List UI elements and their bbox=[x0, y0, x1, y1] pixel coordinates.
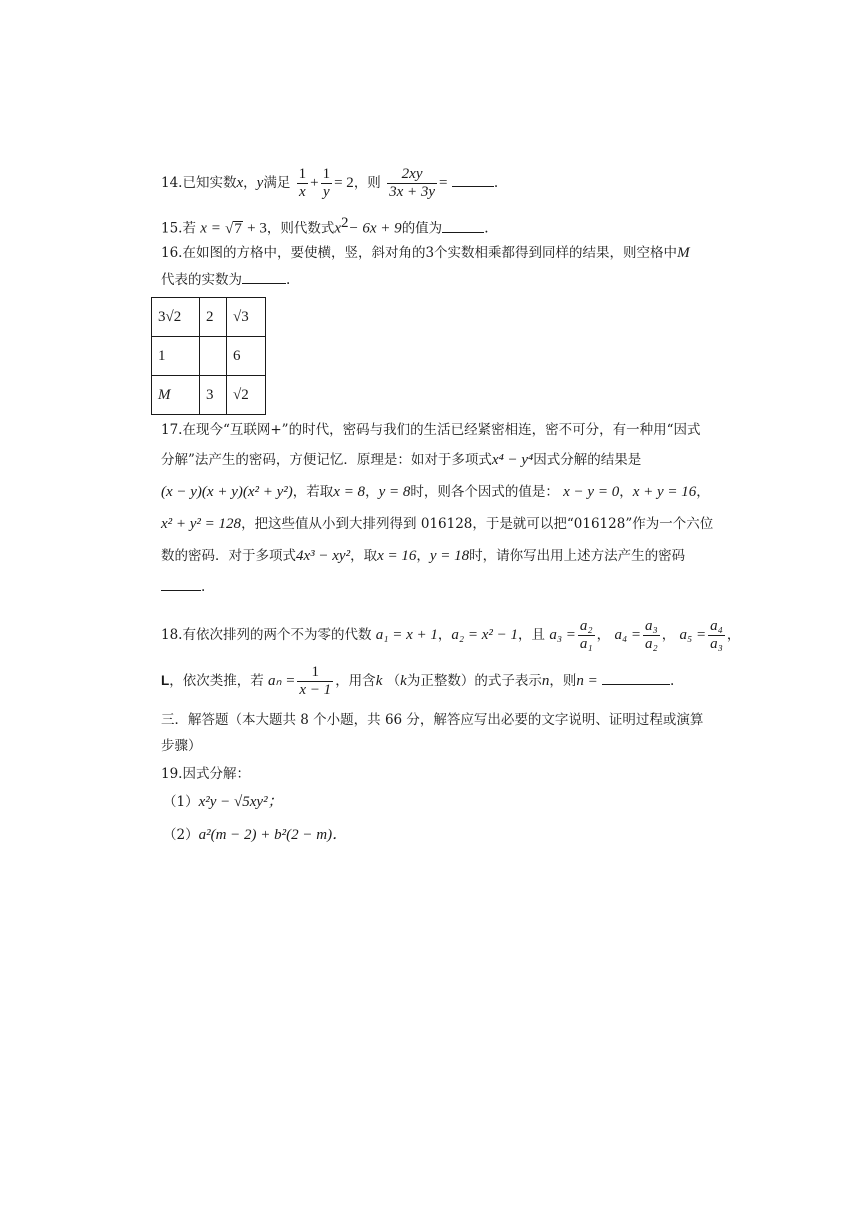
q17-line2b: 因式分解的结果是 bbox=[533, 452, 642, 468]
q14-end: . bbox=[493, 175, 499, 191]
question-16-line-1 bbox=[161, 243, 690, 263]
q17-line3-x: x = 8 bbox=[333, 484, 366, 500]
grid-cell: 1 bbox=[152, 337, 200, 376]
q17-line3-v2: x + y = 16 bbox=[632, 484, 697, 500]
q18-a5-fraction: $\frac{\text{a₄}}{\text{a₃}}$ bbox=[710, 618, 723, 652]
grid-cell: 2 bbox=[200, 298, 227, 337]
q14-answer-blank[interactable] bbox=[452, 172, 494, 187]
q16-end: . bbox=[286, 272, 291, 288]
section-3-heading-line-1 bbox=[161, 710, 703, 730]
q14-eq: = bbox=[439, 175, 448, 191]
grid-cell: 3 bbox=[200, 376, 227, 415]
section-3-line1: 三．解答题（本大题共 8 个小题，共 66 分，解答应写出必要的文字说明、证明过程或演算 bbox=[161, 712, 704, 728]
question-18-line-1: 18.有依次排列的两个不为零的代数 a₁ = x + 1，a₂ = x² − 1，且 a₃ = $\frac{\text{a₂}}{\text{a₁}}$ ， a₄ = $\frac{\text{a₃}}{\text{a₂}}$ ， a₅ = $\frac{\text{a₄}}{\text{a₃}}$ ， bbox=[161, 618, 741, 652]
q18-a1: a₁ = x + 1 bbox=[375, 627, 438, 643]
q18-an-fraction: $\frac{1}{x - 1}$ bbox=[299, 664, 332, 698]
grid-cell: 3√2 bbox=[152, 298, 200, 337]
q15-expr-exp: 2 bbox=[341, 215, 349, 231]
q18-line2b: ，用含 bbox=[335, 673, 376, 689]
question-18-line-2 bbox=[161, 664, 674, 699]
q17-end: . bbox=[201, 579, 206, 595]
grid-row bbox=[152, 337, 266, 376]
q14-var-x: x bbox=[236, 175, 244, 191]
grid-row bbox=[152, 298, 266, 337]
q18-a3-lhs: a₃ = bbox=[549, 627, 576, 643]
question-16-line-2 bbox=[161, 269, 290, 290]
q17-line3-y: y = 8 bbox=[378, 484, 411, 500]
q18-k: k bbox=[375, 673, 383, 689]
q18-answer-blank[interactable] bbox=[602, 670, 670, 685]
q17-line3-v1: x − y = 0 bbox=[563, 484, 620, 500]
q19-p1-expr: x²y − √5xy²； bbox=[198, 794, 283, 810]
q18-a2: a₂ = x² − 1 bbox=[451, 627, 519, 643]
q18-a4-lhs: a₄ = bbox=[614, 627, 642, 643]
q15-x-eq: x = bbox=[200, 220, 221, 237]
q15-prefix: 15.若 bbox=[161, 220, 196, 237]
q17-line3-math: (x − y)(x + y)(x² + y²) bbox=[161, 484, 293, 500]
q14-plus: + bbox=[310, 175, 319, 191]
q18-end: . bbox=[670, 673, 675, 689]
q19-p2-label: （2） bbox=[163, 827, 199, 843]
grid-cell: √3 bbox=[227, 298, 266, 337]
q17-line2a: 分解”法产生的密码，方便记忆．原理是：如对于多项式 bbox=[161, 452, 492, 468]
magic-square-grid bbox=[151, 297, 266, 415]
q16-line1: 16.在如图的方格中，要使横，竖，斜对角的3个实数相乘都得到同样的结果，则空格中 bbox=[161, 245, 678, 261]
grid-cell-M: M bbox=[152, 376, 200, 415]
q17-line3-sep: ， bbox=[365, 484, 379, 500]
section-3-heading-line-2 bbox=[161, 736, 202, 756]
q17-line3a: ，若取 bbox=[292, 484, 334, 500]
q18-n-eq: n = bbox=[576, 673, 598, 689]
q18-k-2: k bbox=[400, 673, 407, 689]
q16-M: M bbox=[677, 245, 690, 261]
section-3-line2: 步骤） bbox=[161, 738, 202, 754]
q15-sqrt-arg: 7 bbox=[234, 220, 242, 237]
q16-line2: 代表的实数为 bbox=[161, 272, 242, 288]
q17-line5-math: 4x³ − xy² bbox=[296, 548, 351, 564]
q19-title: 19.因式分解： bbox=[161, 766, 250, 782]
question-17-line-6 bbox=[161, 576, 205, 597]
question-14 bbox=[161, 166, 498, 201]
q18-and: ，且 bbox=[518, 627, 546, 643]
q18-line2d: 为正整数）的式子表示 bbox=[406, 673, 542, 689]
question-19-title bbox=[161, 764, 250, 784]
q18-line2a: ，依次类推，若 bbox=[169, 673, 264, 689]
grid-cell: √2 bbox=[227, 376, 266, 415]
q18-ellipsis: L bbox=[161, 673, 170, 688]
q18-a3-fraction: $\frac{\text{a₂}}{\text{a₁}}$ bbox=[579, 618, 593, 652]
q15-expr-x: x bbox=[334, 220, 342, 237]
q15-answer-blank[interactable] bbox=[442, 218, 484, 233]
q18-an-lhs: aₙ = bbox=[268, 673, 296, 689]
q14-fraction-1: $\frac{1}{x}$ bbox=[298, 166, 307, 200]
q17-line4-math: x² + y² = 128 bbox=[161, 516, 242, 532]
q18-a4-fraction: $\frac{\text{a₃}}{\text{a₂}}$ bbox=[645, 618, 658, 652]
q15-suffix: 的值为 bbox=[401, 220, 443, 237]
q17-line3b: 时，则各个因式的值是： bbox=[410, 484, 559, 500]
question-17-line-5: 数的密码．对于多项式4x³ − xy²，取x = 16，y = 18时，请你写出用上述方法产生的密码 bbox=[161, 548, 686, 564]
q14-satisfy: 满足 bbox=[263, 175, 291, 191]
q17-line4a: ，把这些值从小到大排列得到 016128，于是就可以把“016128”作为一个六位 bbox=[241, 516, 714, 532]
q17-line5b: ，取 bbox=[350, 548, 378, 564]
question-17-line-2 bbox=[161, 450, 641, 470]
q19-p2-expr: a²(m − 2) + b²(2 − m)． bbox=[198, 827, 348, 843]
q14-fraction-2: $\frac{1}{y}$ bbox=[322, 166, 331, 200]
grid-cell: 6 bbox=[227, 337, 266, 376]
q14-var-y: y bbox=[256, 175, 264, 191]
q17-line5a: 数的密码．对于多项式 bbox=[161, 548, 296, 564]
q15-plus3: + 3 bbox=[247, 220, 267, 237]
q15-mid: ，则代数式 bbox=[266, 220, 335, 237]
q18-a5-lhs: a₅ = bbox=[679, 627, 707, 643]
q19-p1-label: （1） bbox=[163, 794, 199, 810]
q17-line5-x: x = 16 bbox=[377, 548, 417, 564]
grid-row bbox=[152, 376, 266, 415]
q18-line2e: ，则 bbox=[549, 673, 577, 689]
q17-line5c: 时，请你写出用上述方法产生的密码 bbox=[469, 548, 686, 564]
q18-line2c: （ bbox=[386, 673, 401, 689]
question-17-line-1 bbox=[161, 420, 701, 440]
q17-answer-blank[interactable] bbox=[161, 576, 201, 591]
q14-eq-two: = 2 bbox=[334, 175, 354, 191]
q15-expr-rest: − 6x + 9 bbox=[348, 220, 402, 237]
q17-line1: 17.在现今“互联网+”的时代，密码与我们的生活已经紧密相连，密不可分，有一种用“因式 bbox=[161, 422, 701, 438]
q15-end: . bbox=[484, 220, 489, 237]
question-19-part-1 bbox=[163, 792, 283, 812]
q18-n: n bbox=[541, 673, 550, 689]
q18-prefix: 18.有依次排列的两个不为零的代数 bbox=[161, 627, 372, 643]
q14-sep: ， bbox=[243, 175, 257, 191]
q14-then: ，则 bbox=[353, 175, 381, 191]
q14-prefix: 14.已知实数 bbox=[161, 175, 237, 191]
question-19-part-2 bbox=[163, 825, 347, 845]
q14-fraction-3: $\frac{2xy}{3x + 3y}$ bbox=[389, 166, 436, 200]
q17-line5-y: y = 18 bbox=[429, 548, 470, 564]
q16-answer-blank[interactable] bbox=[242, 269, 286, 284]
question-17-line-3: (x − y)(x + y)(x² + y²)，若取x = 8，y = 8时，则各个因式的值是： x − y = 0，x + y = 16， bbox=[161, 484, 710, 500]
q17-line2-math: x⁴ − y⁴ bbox=[491, 452, 534, 468]
question-17-line-4 bbox=[161, 514, 713, 534]
grid-cell-empty bbox=[200, 337, 227, 376]
question-15: 15.若 x = √7 + 3，则代数式$x^2- 6x + 9$的值为 . bbox=[161, 215, 489, 237]
